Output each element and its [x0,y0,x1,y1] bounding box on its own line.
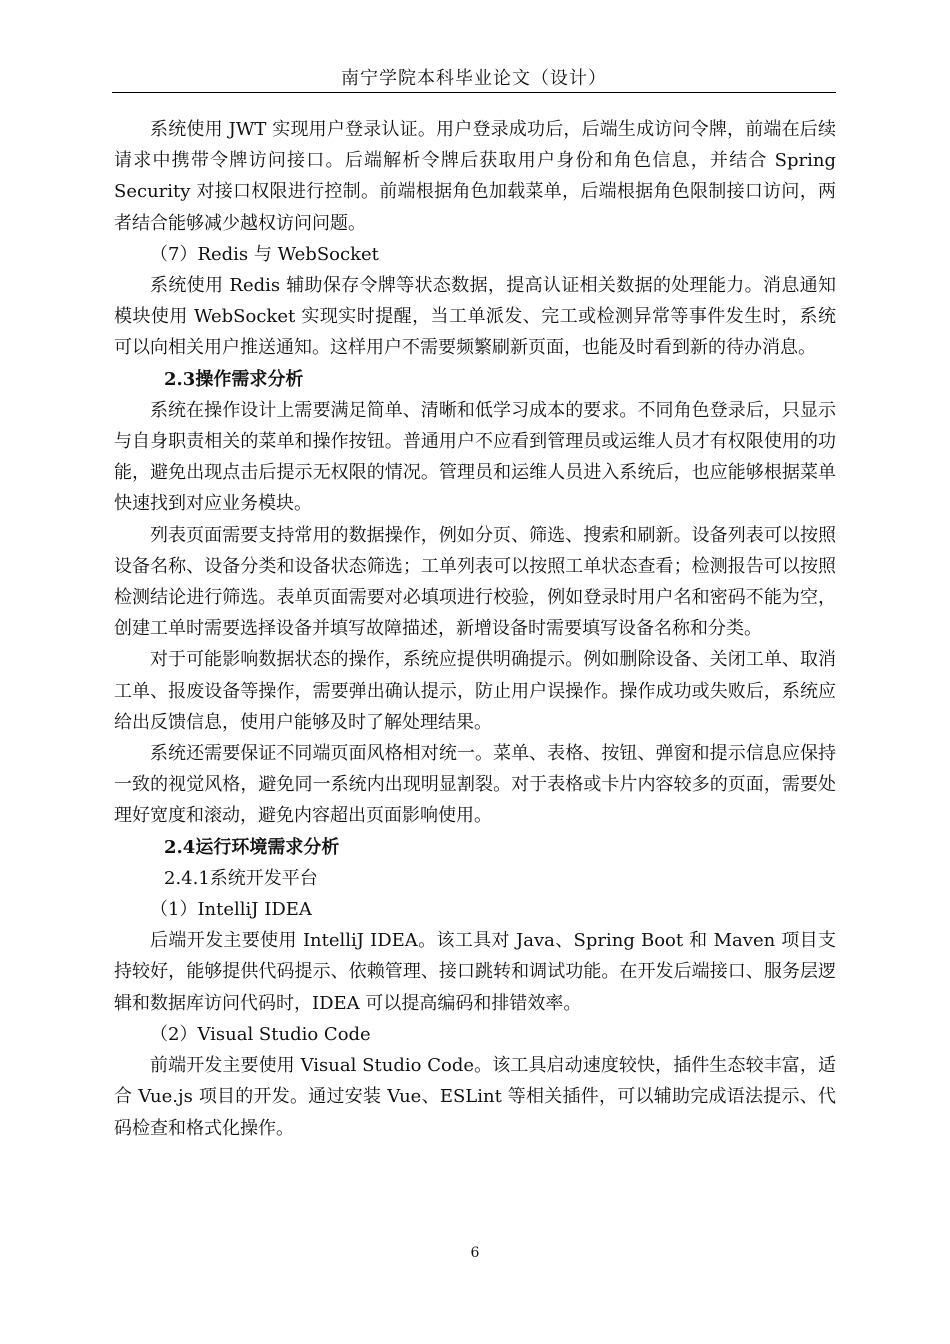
paragraph-jwt-auth: 系统使用 JWT 实现用户登录认证。用户登录成功后，后端生成访问令牌，前端在后续请求中携带令牌访问接口。后端解析令牌后获取用户身份和角色信息，并结合 Spring Security 对接口权限进行控制。前端根据角色加载菜单，后端根据角色限制接口访问，两者结合能够减少越权访问问题。 [114,119,836,234]
document-body [114,114,836,1144]
paragraph-operation-roles: 系统在操作设计上需要满足简单、清晰和低学习成本的要求。不同角色登录后，只显示与自身职责相关的菜单和操作按钮。普通用户不应看到管理员或运维人员才有权限使用的功能，避免出现点击后提示无权限的情况。管理员和运维人员进入系统后，也应能够根据菜单快速找到对应业务模块。 [114,399,836,515]
page-header-title: 南宁学院本科毕业论文（设计） [341,68,607,89]
paragraph-intellij-idea: 后端开发主要使用 IntelliJ IDEA。该工具对 Java、Spring Boot 和 Maven 项目支持较好，能够提供代码提示、依赖管理、接口跳转和调试功能。在开发后端接口、服务层逻辑和数据库访问代码时，IDEA 可以提高编码和排错效率。 [114,930,836,1014]
subheading-vscode: （2）Visual Studio Code [150,1023,371,1045]
subheading-intellij-idea: （1）IntelliJ IDEA [150,899,312,921]
paragraph-ui-consistency: 系统还需要保证不同端页面风格相对统一。菜单、表格、按钮、弹窗和提示信息应保持一致的视觉风格，避免同一系统内出现明显割裂。对于表格或卡片内容较多的页面，需要处理好宽度和滚动，避免内容超出页面影响使用。 [114,743,836,827]
section-heading-2-4: 2.4运行环境需求分析 [164,836,340,858]
section-heading-2-3: 2.3操作需求分析 [164,368,304,390]
paragraph-redis-websocket: 系统使用 Redis 辅助保存令牌等状态数据，提高认证相关数据的处理能力。消息通知模块使用 WebSocket 实现实时提醒，当工单派发、完工或检测异常等事件发生时，系统可以向相关用户推送通知。这样用户不需要频繁刷新页面，也能及时看到新的待办消息。 [114,275,836,359]
page-number: 6 [470,1245,480,1261]
header-rule [112,92,836,93]
paragraph-list-operations: 列表页面需要支持常用的数据操作，例如分页、筛选、搜索和刷新。设备列表可以按照设备名称、设备分类和设备状态筛选；工单列表可以按照工单状态查看；检测报告可以按照检测结论进行筛选。表单页面需要对必填项进行校验，例如登录时用户名和密码不能为空，创建工单时需要选择设备并填写故障描述，新增设备时需要填写设备名称和分类。 [114,524,836,640]
paragraph-confirm-prompts: 对于可能影响数据状态的操作，系统应提供明确提示。例如删除设备、关闭工单、取消工单、报废设备等操作，需要弹出确认提示，防止用户误操作。操作成功或失败后，系统应给出反馈信息，使用户能够及时了解处理结果。 [114,649,836,733]
subsection-heading-2-4-1: 2.4.1系统开发平台 [164,867,318,889]
paragraph-vscode: 前端开发主要使用 Visual Studio Code。该工具启动速度较快，插件生态较丰富，适合 Vue.js 项目的开发。通过安装 Vue、ESLint 等相关插件，可以辅助完成语法提示、代码检查和格式化操作。 [114,1055,836,1139]
subheading-redis-websocket: （7）Redis 与 WebSocket [150,243,379,265]
